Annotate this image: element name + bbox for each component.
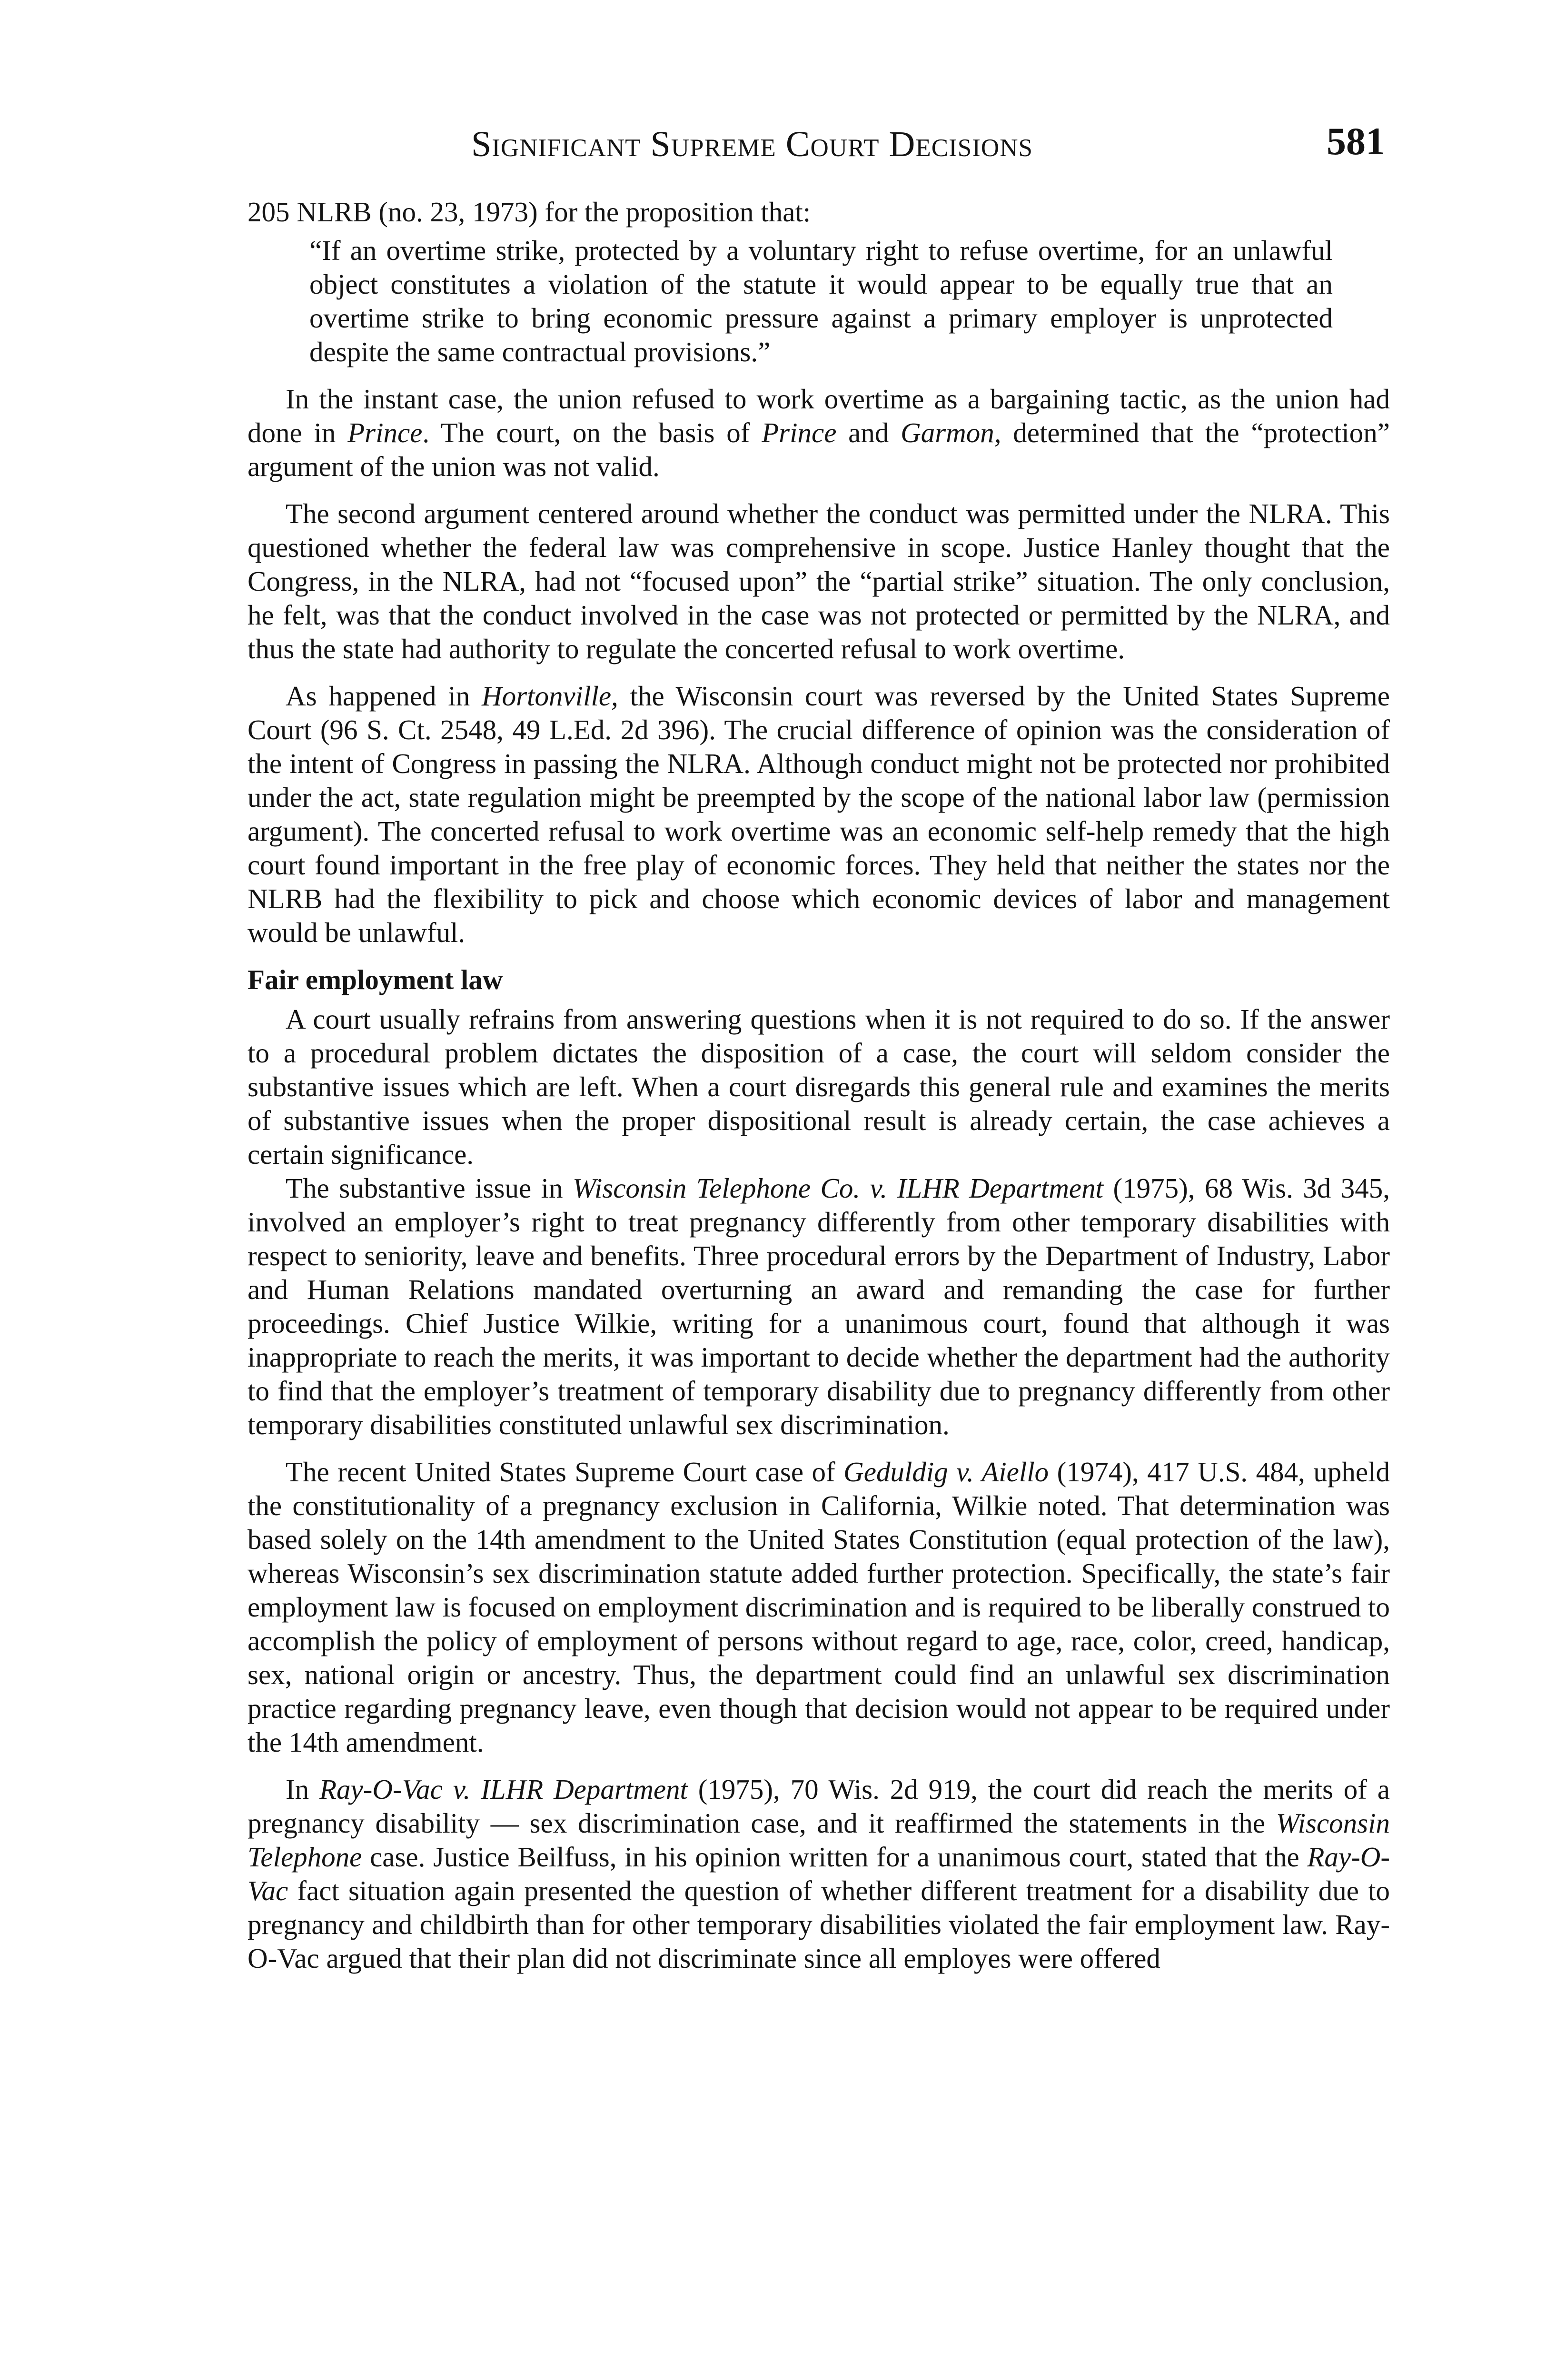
text-run: In xyxy=(286,1774,320,1805)
text-run: determined that the “protection” argument of the union was not valid. xyxy=(248,417,1390,482)
case-name: Prince xyxy=(347,417,423,448)
case-name: Garmon, xyxy=(901,417,1001,448)
paragraph-wisconsin-telephone xyxy=(248,1171,1390,1442)
running-head xyxy=(248,119,1390,171)
case-name: Wisconsin Telephone xyxy=(248,1807,1390,1873)
text-run: and xyxy=(836,417,901,448)
text-run: (1974), 417 U.S. 484, upheld the constitutionality of a pregnancy exclusion in California, Wilkie noted. That determination was based solely on the 14th amendment to the United States Constitution (equal protection of the law), whereas Wisconsin’s sex discrimination statute added further protection. Specifically, the state’s fair employment law is focused on employment discrimination and is required to be liberally construed to accomplish the policy of employment of persons without regard to age, race, color, creed, handicap, sex, national origin or ancestry. Thus, the department could find an unlawful sex discrimination practice regarding pregnancy leave, even though that decision would not appear to be required under the 14th amendment. xyxy=(248,1456,1390,1758)
document-page xyxy=(248,119,1390,1989)
text-run: (1975), 68 Wis. 3d 345, involved an employer’s right to treat pregnancy differently from other temporary disabilities with respect to seniority, leave and benefits. Three procedural errors by the Department of Industry, Labor and Human Relations mandated overturning an award and remanding the case for further proceedings. Chief Justice Wilkie, writing for a unanimous court, found that although it was inappropriate to reach the merits, it was important to decide whether the department had the authority to find that the employer’s treatment of temporary disability due to pregnancy differently from other temporary disabilities constituted unlawful sex discrimination. xyxy=(248,1172,1390,1440)
block-quote: “If an overtime strike, protected by a voluntary right to refuse overtime, for an unlawful object constitutes a violation of the statute it would appear to be equally true that an overtime strike to bring economic pressure against a primary employer is unprotected despite the same contractual provisions.” xyxy=(309,235,1333,367)
running-title: Significant Supreme Court Decisions xyxy=(471,124,1033,164)
text-run: In the instant case, the union refused to work overtime as a bargaining tactic, as the union had done in xyxy=(248,383,1390,448)
page-number: 581 xyxy=(1327,119,1385,163)
paragraph-court-refrains: A court usually refrains from answering questions when it is not required to do so. If the answer to a procedural problem dictates the disposition of a case, the court will seldom consider the substantive issues which are left. When a court disregards this general rule and examines the merits of substantive issues when the proper dispositional result is already certain, the case achieves a certain significance. xyxy=(248,1003,1390,1170)
text-run: As happened in xyxy=(286,680,482,712)
case-name: Wisconsin Telephone Co. v. ILHR Department xyxy=(572,1172,1104,1204)
paragraph-second-argument: The second argument centered around whether the conduct was permitted under the NLRA. This questioned whether the federal law was comprehensive in scope. Justice Hanley thought that the Congress, in the NLRA, had not “focused upon” the “partial strike” situation. The only conclusion, he felt, was that the conduct involved in the case was not protected or permitted by the NLRA, and thus the state had authority to regulate the concerted refusal to work overtime. xyxy=(248,498,1390,664)
paragraph-ray-o-vac xyxy=(248,1773,1390,1975)
case-name: Ray-O-Vac xyxy=(248,1841,1390,1906)
text-run: fact situation again presented the question of whether different treatment for a disability due to pregnancy and childbirth than for other temporary disabilities violated the fair employment law. Ray-O-Vac argued that their plan did not discriminate since all employes were offered xyxy=(248,1875,1390,1974)
text-run: The substantive issue in xyxy=(286,1172,573,1204)
case-name: Ray-O-Vac v. ILHR Department xyxy=(319,1774,688,1805)
text-run: The recent United States Supreme Court case of xyxy=(286,1456,844,1488)
text-run: (1975), 70 Wis. 2d 919, the court did reach the merits of a pregnancy disability — sex discrimination case, and it reaffirmed the statements in the xyxy=(248,1774,1390,1839)
text-run: the Wisconsin court was reversed by the United States Supreme Court (96 S. Ct. 2548, 49 L.Ed. 2d 396). The crucial difference of opinion was the consideration of the intent of Congress in passing the NLRA. Although conduct might not be protected nor prohibited under the act, state regulation might be preempted by the scope of the national labor law (permission argument). The concerted refusal to work overtime was an economic self-help remedy that the high court found important in the free play of economic forces. They held that neither the states nor the NLRB had the flexibility to pick and choose which economic devices of labor and management would be unlawful. xyxy=(248,680,1390,948)
intro-line: 205 NLRB (no. 23, 1973) for the proposition that: xyxy=(248,196,811,228)
paragraph-geduldig xyxy=(248,1455,1390,1759)
text-run: . The court, on the basis of xyxy=(422,417,762,448)
paragraph-hortonville xyxy=(248,679,1390,950)
text-run: case. Justice Beilfuss, in his opinion written for a unanimous court, stated that the xyxy=(362,1841,1308,1873)
case-name: Hortonville, xyxy=(482,680,618,712)
case-name: Geduldig v. Aiello xyxy=(843,1456,1049,1488)
section-heading: Fair employment law xyxy=(248,964,503,995)
paragraph-prince xyxy=(248,382,1390,484)
case-name: Prince xyxy=(762,417,837,448)
